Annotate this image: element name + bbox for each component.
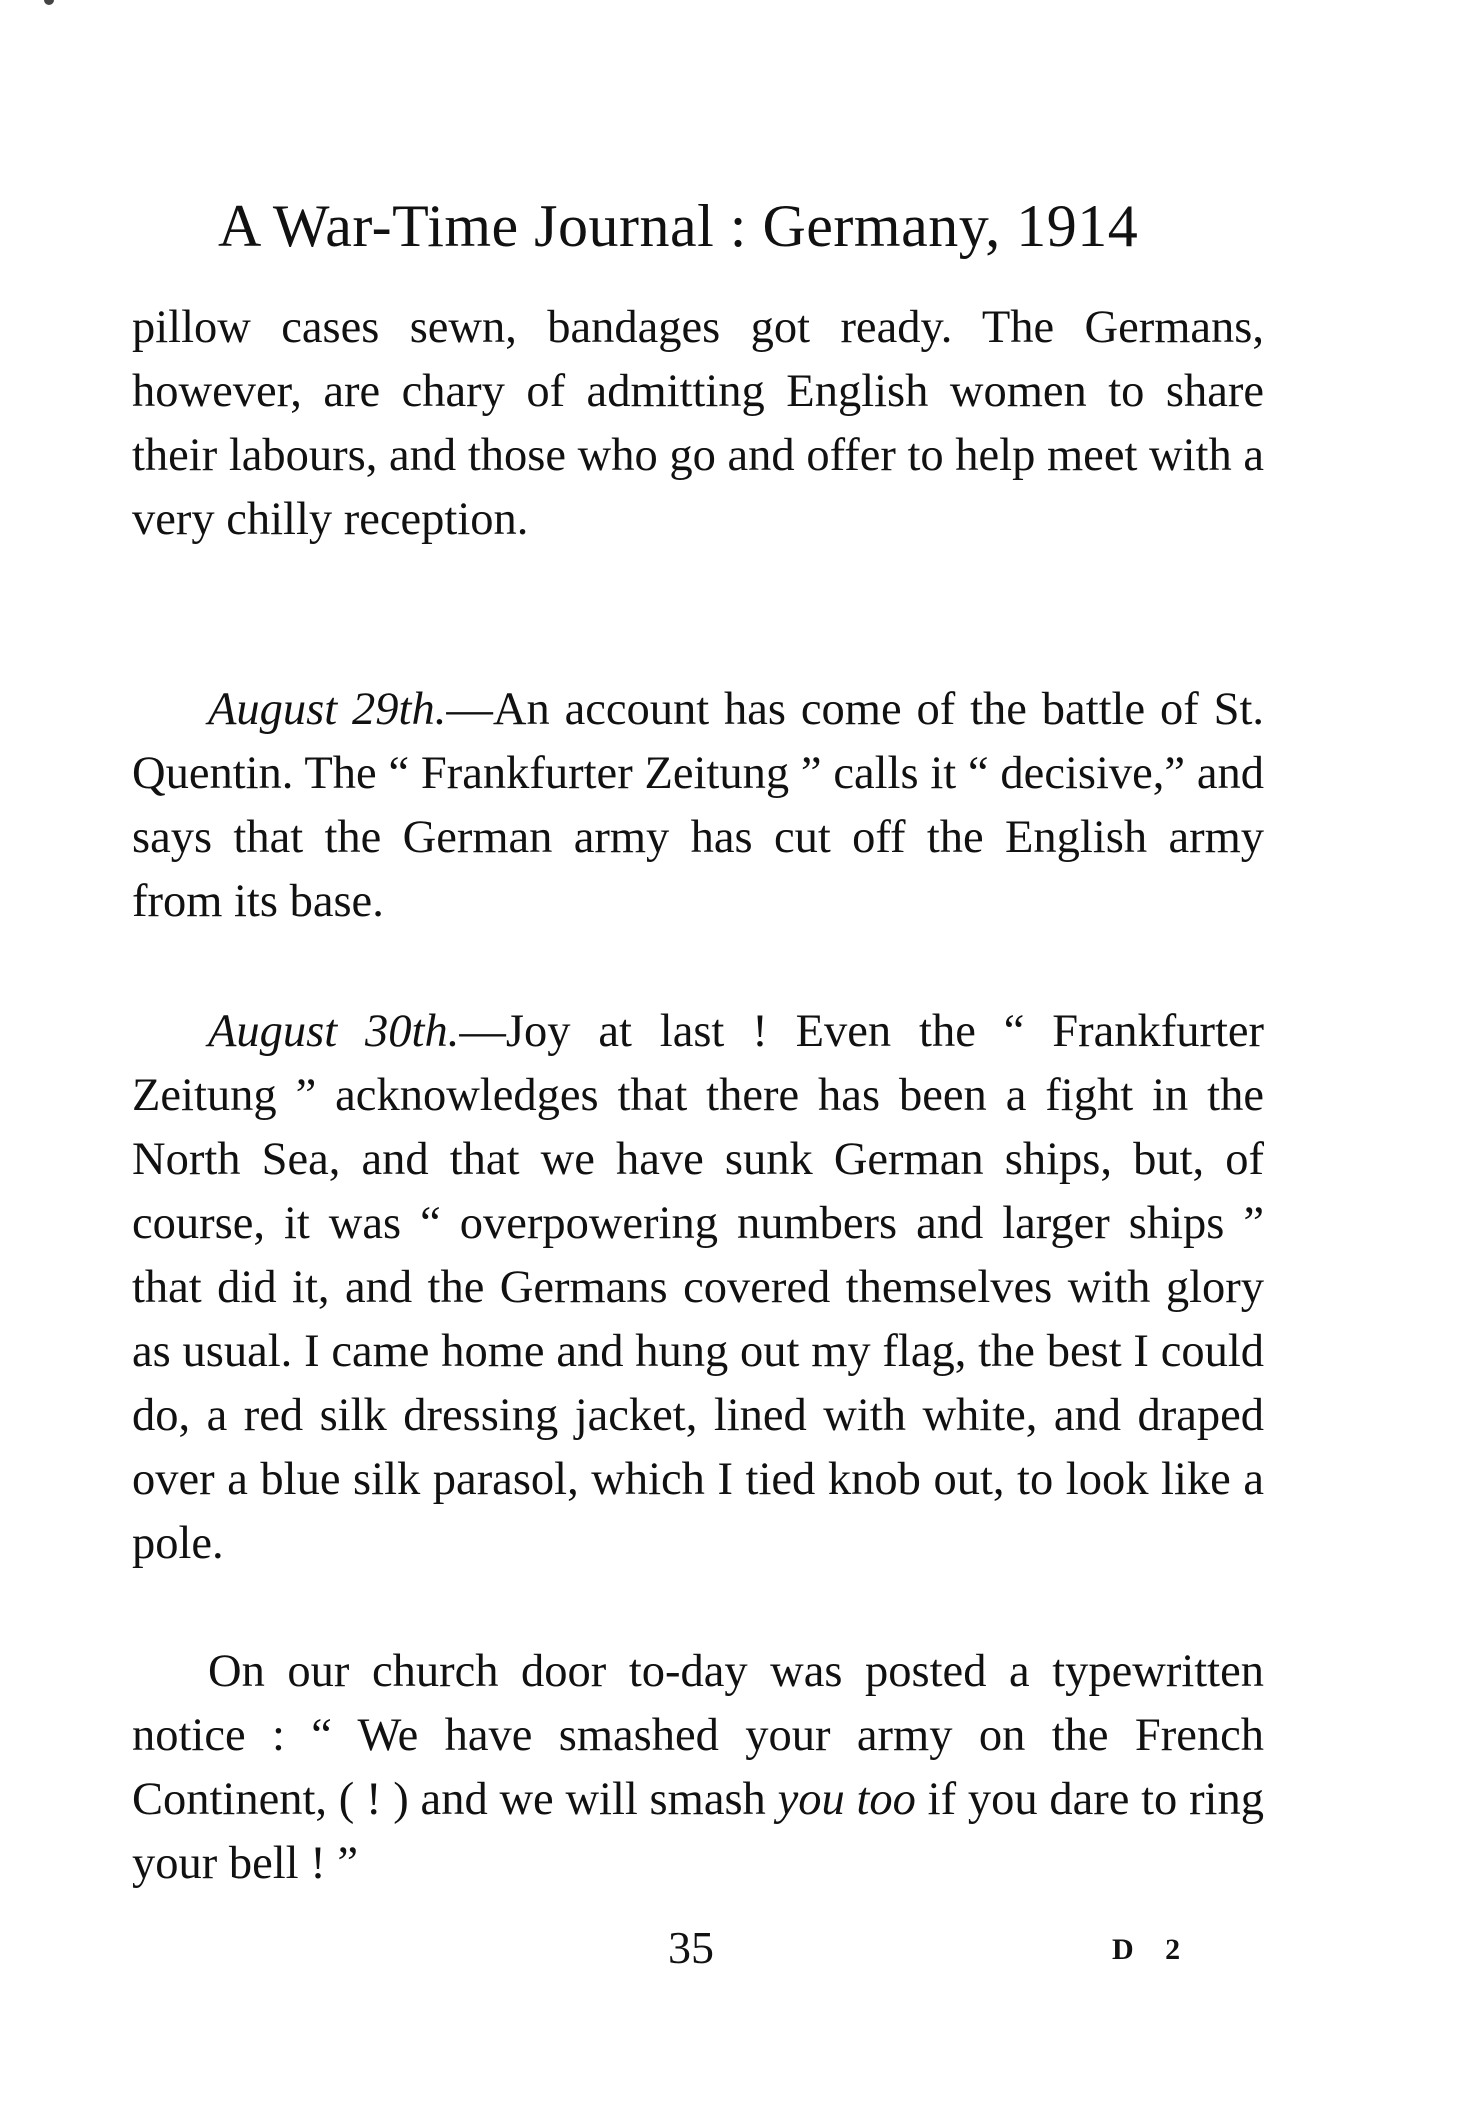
print-speck <box>44 0 54 5</box>
entry-date: August 29th. <box>208 684 447 735</box>
notice-emphasis: you too <box>777 1774 916 1825</box>
entry-date: August 30th. <box>208 1006 460 1057</box>
entry-august-29 <box>132 678 1264 934</box>
entry-text: —An account has come of the battle of St. Quentin. The “ Frankfurter Zeitung ” calls it “ decisive,” and says that the German army has cut off the English army from its base. <box>132 684 1264 927</box>
signature-mark: D 2 <box>1112 1933 1193 1966</box>
entry-paragraph <box>132 678 1264 934</box>
church-notice-paragraph <box>132 1640 1264 1896</box>
notice-text-after: if you dare to ring your bell ! ” <box>132 1774 1264 1889</box>
notice-text-before: On our church door to-day was posted a typewritten notice : “ We have smashed your army on the French Continent, ( ! ) and we will smash <box>132 1646 1264 1825</box>
church-notice-text <box>132 1640 1264 1896</box>
entry-august-30 <box>132 1000 1264 1576</box>
paragraph-text: pillow cases sewn, bandages got ready. The Germans, however, are chary of admitting English women to share their labours, and those who go and offer to help meet with a very chilly reception. <box>132 302 1264 545</box>
page-number: 35 <box>668 1922 714 1973</box>
entry-paragraph <box>132 1000 1264 1576</box>
running-head: A War-Time Journal : Germany, 1914 <box>218 193 1139 259</box>
paragraph-continued <box>132 296 1264 552</box>
entry-text: —Joy at last ! Even the “ Frankfurter Zeitung ” acknowledges that there has been a fight in the North Sea, and that we have sunk German ships, but, of course, it was “ overpowering numbers and larger ships ” that did it, and the Germans covered themselves with glory as usual. I came home and hung out my flag, the best I could do, a red silk dressing jacket, lined with white, and draped over a blue silk parasol, which I tied knob out, to look like a pole. <box>132 1006 1265 1569</box>
